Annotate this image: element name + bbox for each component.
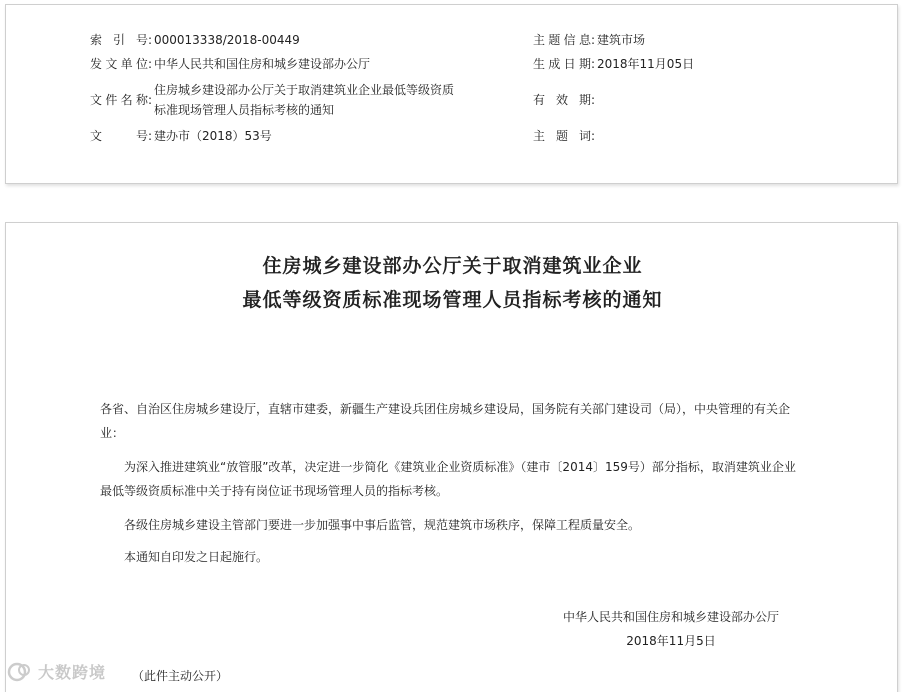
document-sign-date: 2018年11月5日 (626, 634, 716, 648)
meta-keywords-label: 主题词 (533, 129, 591, 143)
document-signature: 中华人民共和国住房和城乡建设部办公厅 (562, 610, 779, 624)
meta-index-row: 索引号 : 000013338/2018-00449 (90, 33, 300, 47)
meta-valid-label: 有效期 (533, 93, 591, 107)
meta-docno-row: 文 号 : 建办市（2018）53号 (90, 129, 272, 143)
watermark (6, 660, 106, 683)
meta-date-label: 生成日期 (533, 57, 591, 71)
document-salutation: 各省、自治区住房城乡建设厅，直辖市建委，新疆生产建设兵团住房城乡建设局，国务院有关部门建设司（局），中央管理的有关企业： (100, 402, 791, 440)
meta-issuer-value: 中华人民共和国住房和城乡建设部办公厅 (154, 57, 371, 71)
document-paragraph-3: 本通知自印发之日起施行。 (124, 550, 269, 564)
meta-topic-info-value: 建筑市场 (597, 33, 646, 47)
meta-topic-info-row: 主题信息 : 建筑市场 (533, 33, 646, 47)
meta-date-value: 2018年11月05日 (597, 57, 695, 71)
public-disclosure-note: （此件主动公开） (132, 669, 229, 683)
watermark-text: 大数跨境 (38, 663, 107, 682)
meta-docno-label: 文 号 (90, 129, 148, 143)
document-title-line-2: 最低等级资质标准现场管理人员指标考核的通知 (242, 289, 663, 311)
document-title-line-1: 住房城乡建设部办公厅关于取消建筑业企业 (262, 255, 643, 277)
meta-filename-value: 住房城乡建设部办公厅关于取消建筑业企业最低等级资质标准现场管理人员指标考核的通知 (154, 83, 455, 117)
meta-index-label: 索引号 (90, 33, 148, 47)
meta-date-row: 生成日期 : 2018年11月05日 (533, 57, 695, 71)
meta-keywords-row: 主题词 : (533, 129, 596, 143)
meta-filename-label: 文件名称 (90, 93, 148, 107)
meta-issuer-row: 发文单位 : 中华人民共和国住房和城乡建设部办公厅 (90, 57, 371, 71)
meta-filename-row: 文件名称 : 住房城乡建设部办公厅关于取消建筑业企业最低等级资质标准现场管理人员指标考核的通知 (90, 80, 464, 120)
meta-issuer-label: 发文单位 (90, 57, 148, 71)
document-metadata-panel (5, 4, 898, 184)
meta-topic-info-label: 主题信息 (533, 33, 591, 47)
meta-docno-value: 建办市（2018）53号 (154, 129, 272, 143)
document-paragraph-1: 为深入推进建筑业“放管服”改革，决定进一步简化《建筑业企业资质标准》（建市〔2014〕159号）部分指标，取消建筑业企业最低等级资质标准中关于持有岗位证书现场管理人员的指标考核。 (100, 460, 796, 498)
document-body-panel (5, 222, 898, 692)
meta-valid-row: 有效期 : (533, 93, 596, 107)
watermark-logo-icon (6, 661, 32, 683)
meta-index-value: 000013338/2018-00449 (154, 33, 300, 47)
document-paragraph-2: 各级住房城乡建设主管部门要进一步加强事中事后监管，规范建筑市场秩序，保障工程质量安全。 (124, 518, 641, 532)
